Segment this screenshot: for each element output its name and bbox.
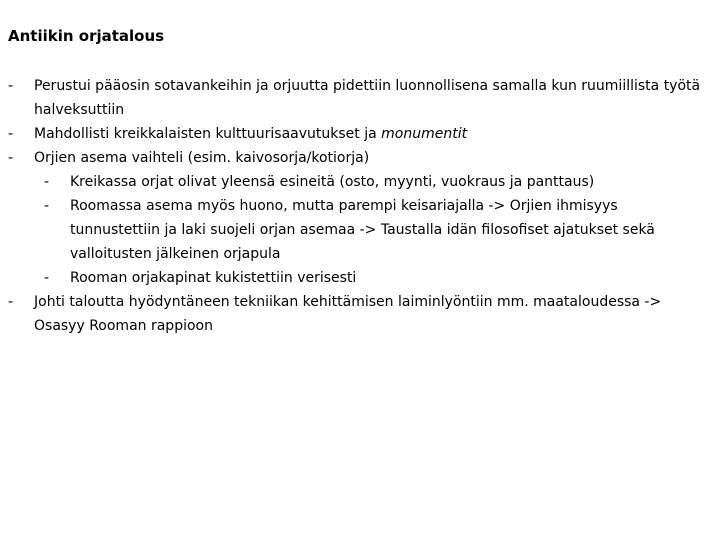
sub-list-item — [0, 170, 706, 194]
sub-list-item — [0, 266, 706, 290]
bullet-dash: - — [8, 78, 14, 94]
sub-list-item-text: Rooman orjakapinat kukistettiin verisesti — [70, 270, 357, 286]
slide-title: Antiikin orjatalous — [8, 27, 165, 45]
list-item-text: Orjien asema vaihteli (esim. kaivosorja/kotiorja) — [34, 150, 370, 166]
bullet-dash: - — [8, 294, 14, 310]
emphasized-text: monumentit — [381, 126, 468, 142]
list-item — [0, 122, 706, 146]
sub-list-item-text: Roomassa asema myös huono, mutta parempi keisariajalla -> Orjien ihmisyys tunnustettiin ja laki suojeli orjan asemaa -> Taustalla idän filosofiset ajatukset sekä valloitusten jälkeinen orjapula — [70, 198, 655, 262]
bullet-dash: - — [44, 270, 50, 286]
bullet-dash: - — [44, 174, 50, 190]
list-item-text: Mahdollisti kreikkalaisten kulttuurisaavutukset ja — [34, 126, 382, 142]
bullet-dash: - — [8, 126, 14, 142]
list-item — [0, 290, 706, 338]
list-item — [0, 74, 706, 122]
bullet-dash: - — [8, 150, 14, 166]
sub-list-item — [0, 194, 706, 266]
bullet-dash: - — [44, 198, 50, 214]
bullet-list — [0, 74, 720, 338]
sub-list-item-text: Kreikassa orjat olivat yleensä esineitä (osto, myynti, vuokraus ja panttaus) — [70, 174, 595, 190]
list-item-text: Johti taloutta hyödyntäneen tekniikan kehittämisen laiminlyöntiin mm. maataloudessa -> Osasyy Rooman rappioon — [34, 294, 662, 334]
list-item-text: Perustui pääosin sotavankeihin ja orjuutta pidettiin luonnollisena samalla kun ruumiillista työtä halveksuttiin — [34, 78, 701, 118]
list-item — [0, 146, 706, 170]
